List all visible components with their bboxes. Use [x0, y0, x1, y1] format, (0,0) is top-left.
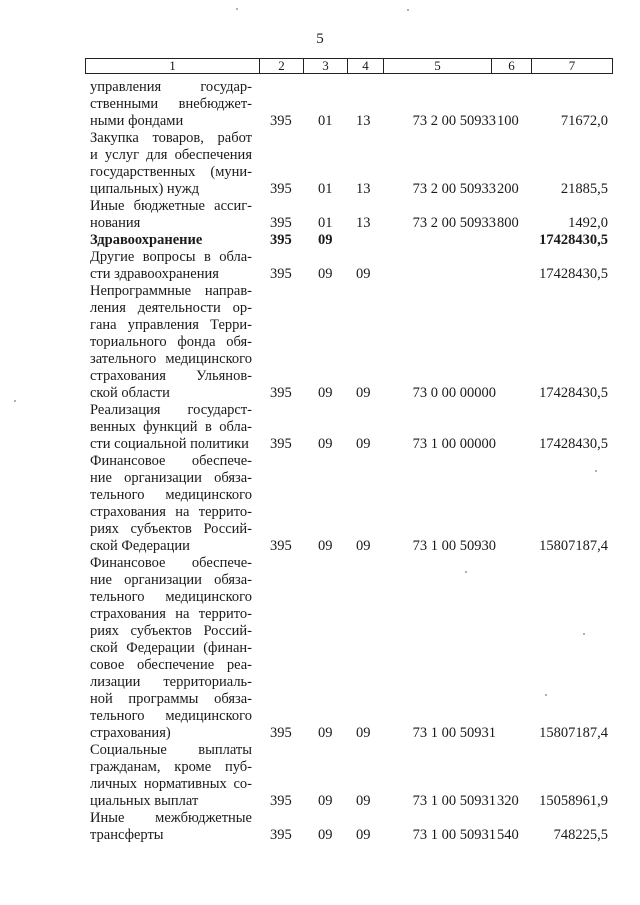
row-name-line: Иные межбюджетные [90, 810, 252, 826]
row-amount-cell: 17428430,5 [539, 385, 608, 401]
row-section-cell: 09 [318, 793, 333, 809]
row-code-cell: 395 [270, 215, 292, 231]
header-col-4: 4 [348, 59, 384, 73]
row-target-cell: 73 1 00 50931 [412, 827, 496, 843]
row-name-cell [90, 232, 252, 249]
row-name-line: Непрограммные направ- [90, 283, 252, 299]
table-row [0, 453, 640, 555]
row-name-cell [90, 249, 252, 283]
row-name-line: сти социальной политики [90, 436, 249, 452]
row-section-cell: 09 [318, 538, 333, 554]
row-subsection-cell: 13 [356, 113, 371, 129]
row-subsection-cell: 09 [356, 793, 371, 809]
row-target-cell: 73 1 00 50931 [412, 725, 496, 741]
row-name-line: зательного медицинского [90, 351, 252, 367]
row-name-line: сти здравоохранения [90, 266, 219, 282]
header-col-1: 1 [86, 59, 260, 73]
row-section-cell: 09 [318, 266, 333, 282]
table-row [0, 232, 640, 249]
page-number: 5 [316, 31, 324, 47]
row-name-line: Закупка товаров, работ [90, 130, 252, 146]
row-expense-type-cell: 100 [497, 113, 519, 129]
row-name-cell [90, 555, 252, 742]
header-col-2: 2 [260, 59, 304, 73]
row-code-cell: 395 [270, 538, 292, 554]
row-name-line: и услуг для обеспечения [90, 147, 252, 163]
row-name-cell [90, 453, 252, 555]
row-name-line: ние организации обяза- [90, 470, 252, 486]
row-code-cell: 395 [270, 232, 292, 248]
row-name-line: гражданам, кроме пуб- [90, 759, 252, 775]
row-name-line: ления деятельности ор- [90, 300, 252, 316]
row-section-cell: 09 [318, 436, 333, 452]
row-name-cell [90, 742, 252, 810]
row-code-cell: 395 [270, 113, 292, 129]
row-amount-cell: 17428430,5 [539, 266, 608, 282]
row-subsection-cell: 09 [356, 436, 371, 452]
header-col-6: 6 [492, 59, 532, 73]
row-name-line: риях субъектов Россий- [90, 623, 252, 639]
row-subsection-cell: 09 [356, 538, 371, 554]
table-header [85, 58, 613, 74]
row-subsection-cell: 13 [356, 215, 371, 231]
row-target-cell: 73 2 00 50933 [412, 181, 496, 197]
row-code-cell: 395 [270, 181, 292, 197]
row-name-line: государственных (муни- [90, 164, 252, 180]
row-code-cell: 395 [270, 436, 292, 452]
row-target-cell: 73 1 00 50930 [412, 538, 496, 554]
row-name-line: Реализация государст- [90, 402, 252, 418]
row-section-cell: 09 [318, 232, 333, 248]
table-row [0, 402, 640, 453]
row-amount-cell: 17428430,5 [539, 436, 608, 452]
row-amount-cell: 1492,0 [568, 215, 608, 231]
row-target-cell: 73 1 00 50931 [412, 793, 496, 809]
row-name-line: гана управления Терри- [90, 317, 252, 333]
row-amount-cell: 17428430,5 [539, 232, 608, 248]
header-col-3: 3 [304, 59, 348, 73]
row-name-cell [90, 402, 252, 453]
row-name-line: ской Федерации [90, 538, 190, 554]
table-row [0, 249, 640, 283]
row-name-cell [90, 810, 252, 844]
row-name-cell [90, 79, 252, 130]
table-row [0, 283, 640, 402]
row-target-cell: 73 1 00 00000 [412, 436, 496, 452]
table-row [0, 555, 640, 742]
row-code-cell: 395 [270, 725, 292, 741]
row-name-line: ской области [90, 385, 170, 401]
row-name-line: личных нормативных со- [90, 776, 252, 792]
row-expense-type-cell: 540 [497, 827, 519, 843]
header-col-7: 7 [568, 58, 576, 73]
row-subsection-cell: 09 [356, 266, 371, 282]
row-name-line: Социальные выплаты [90, 742, 252, 758]
row-name-line: ными фондами [90, 113, 184, 129]
row-section-cell: 01 [318, 113, 333, 129]
row-name-cell [90, 283, 252, 402]
row-subsection-cell: 09 [356, 385, 371, 401]
header-col-5: 5 [384, 59, 492, 73]
row-name-cell [90, 130, 252, 198]
row-expense-type-cell: 320 [497, 793, 519, 809]
row-subsection-cell: 09 [356, 827, 371, 843]
row-name-line: ние организации обяза- [90, 572, 252, 588]
row-amount-cell: 71672,0 [560, 113, 608, 129]
table-row [0, 79, 640, 130]
row-section-cell: 09 [318, 725, 333, 741]
row-subsection-cell: 13 [356, 181, 371, 197]
row-name-line: управления государ- [90, 79, 252, 95]
row-target-cell: 73 2 00 50933 [412, 215, 496, 231]
row-amount-cell: 15807187,4 [539, 538, 608, 554]
row-name-line: страхования) [90, 725, 171, 741]
row-amount-cell: 15058961,9 [539, 793, 608, 809]
row-name-line: страхования Ульянов- [90, 368, 252, 384]
row-name-line: трансферты [90, 827, 164, 843]
row-name-line: нования [90, 215, 141, 231]
row-name-line: ственными внебюджет- [90, 96, 252, 112]
table-row [0, 810, 640, 844]
row-amount-cell: 748225,5 [553, 827, 608, 843]
row-code-cell: 395 [270, 385, 292, 401]
row-name-line: страхования на террито- [90, 504, 252, 520]
row-name-line: совое обеспечение реа- [90, 657, 252, 673]
row-section-cell: 01 [318, 181, 333, 197]
row-name-line: ной программы обяза- [90, 691, 252, 707]
table-row [0, 198, 640, 232]
row-name-line: ториального фонда обя- [90, 334, 252, 350]
row-section-cell: 09 [318, 385, 333, 401]
row-target-cell: 73 0 00 00000 [412, 385, 496, 401]
row-expense-type-cell: 800 [497, 215, 519, 231]
row-name-line: ципальных) нужд [90, 181, 200, 197]
row-target-cell: 73 2 00 50933 [412, 113, 496, 129]
row-section-cell: 09 [318, 827, 333, 843]
row-code-cell: 395 [270, 827, 292, 843]
row-name-line: тельного медицинского [90, 589, 252, 605]
table-row [0, 130, 640, 198]
row-name-line: Финансовое обеспече- [90, 555, 252, 571]
row-name-line: Другие вопросы в обла- [90, 249, 252, 265]
row-name-line: риях субъектов Россий- [90, 521, 252, 537]
row-name-line: тельного медицинского [90, 708, 252, 724]
row-subsection-cell: 09 [356, 725, 371, 741]
row-amount-cell: 21885,5 [560, 181, 608, 197]
row-name-line: Иные бюджетные ассиг- [90, 198, 252, 214]
row-code-cell: 395 [270, 793, 292, 809]
row-section-cell: 01 [318, 215, 333, 231]
row-name-line: Финансовое обеспече- [90, 453, 252, 469]
row-name-line: лизации территориаль- [90, 674, 252, 690]
row-name-line: Здравоохранение [90, 232, 203, 248]
row-name-cell [90, 198, 252, 232]
row-name-line: тельного медицинского [90, 487, 252, 503]
row-expense-type-cell: 200 [497, 181, 519, 197]
row-name-line: страхования на террито- [90, 606, 252, 622]
row-name-line: ской Федерации (финан- [90, 640, 252, 656]
row-amount-cell: 15807187,4 [539, 725, 608, 741]
row-name-line: венных функций в обла- [90, 419, 252, 435]
table-row [0, 742, 640, 810]
row-code-cell: 395 [270, 266, 292, 282]
row-name-line: циальных выплат [90, 793, 199, 809]
